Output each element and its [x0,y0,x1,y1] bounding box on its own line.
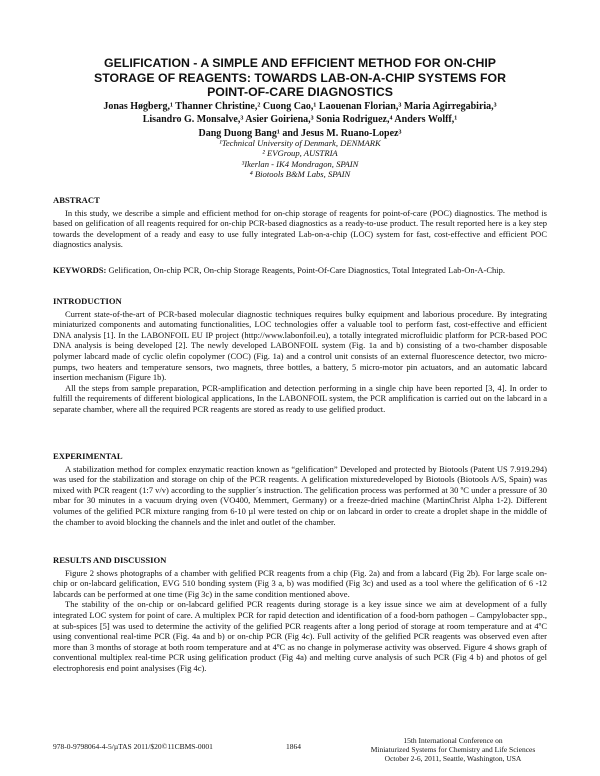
experimental-heading: EXPERIMENTAL [53,451,123,461]
introduction-section [53,296,547,415]
keywords-section [53,265,547,276]
affiliation: ⁴ Biotools B&M Labs, SPAIN [249,169,351,180]
affiliation: ¹Technical University of Denmark, DENMARK [219,138,381,148]
conference-line: 15th International Conference on [403,736,503,745]
paper-title [40,56,560,100]
title-line: POINT-OF-CARE DIAGNOSTICS [207,85,393,99]
introduction-paragraph: Current state-of-the-art of PCR-based molecular diagnostic techniques requires bulky equipment and laborious procedure. By integrating miniaturized components and automating functionalities, LOC technologies offer a valuable tool to perform fast, cost-effective and efficient DNA analysis [1]. In the LABONFOIL EU IP project (http://www.labonfoil.eu), a totally integrated microfluidic platform for PCR-based POC DNA analysis is being developed [2]. The newly developed LABONFOIL system (Fig. 1a and b) consisting of a two-chamber disposable polymer labcard made of cyclic olefin copolymer (COC) (Fig. 1a) and a control unit consists of an external fluorescence detector, two micro-pumps, two heaters and temperature sensors, two magnets, three bottles, a battery, 5 micro-motor pin actuators, and an automatic labcard insertion mechanism (Figure 1b). [53,308,547,383]
results-paragraph: Figure 2 shows photographs of a chamber with gelified PCR reagents from a chip (Fig. 2a) and from a labcard (Fig 2b). For large scale on-chip or on-labcard gelification, EVG 510 bonding system (Fig 3 a, b) was modified (Fig 3c) and used as a tool where the gelification of 6 -12 labcards can be performed at one time (Fig 3c) in the same condition mentioned above. [53,567,547,599]
author-list [40,100,560,140]
affiliation: ³Ikerlan - IK4 Mondragon, SPAIN [241,158,359,169]
conference-info [358,736,548,763]
author-line: Jonas Høgberg,¹ Thanner Christine,² Cuong Cao,¹ Laouenan Florian,³ Maria Agirregabiria,³ [103,101,497,112]
footer-isbn: 978-0-9798064-4-5/µTAS 2011/$20©11CBMS-0001 [53,742,213,751]
author-line: Lisandro G. Monsalve,³ Asier Goiriena,³ Sonia Rodriguez,⁴ Anders Wolff,¹ [142,114,458,126]
page-number: 1864 [286,742,301,751]
keywords-text: Gelification, On-chip PCR, On-chip Storage Reagents, Point-Of-Care Diagnostics, Total Integrated Lab-On-A-Chip. [106,265,506,275]
affiliation: ² EVGroup, AUSTRIA [262,148,338,159]
title-line: GELIFICATION - A SIMPLE AND EFFICIENT METHOD FOR ON-CHIP [104,56,496,70]
results-paragraph: The stability of the on-chip or on-labcard gelified PCR reagents during storage is a key issue since we aim at development of a fully integrated LOC system for point of care. A multiplex PCR for rapid detection and identification of a food-born pathogen – Campylobacter spp., at sub-spices [5] was used to determine the activity of the gelified PCR reagents after a long period of storage at room temperature and at 4ºC using conventional real-time PCR (Fig. 4a and b) or on-chip PCR (Fig 4c). Full activity of the gelified PCR reagents was observed even after more than 3 months of storage at both room temperature and at 4ºC as no change in polymerase activity was observed. Figure 4 shows graph of conventional multiplex real-time PCR using gelification product (Fig 4a) and melting curve analysis of such PCR (Fig 4 b) and photos of gel electrophoresis end point analysises (Fig 4c). [53,599,547,673]
title-line: STORAGE OF REAGENTS: TOWARDS LAB-ON-A-CHIP SYSTEMS FOR [94,70,506,85]
conference-line: October 2-6, 2011, Seattle, Washington, USA [384,754,522,763]
experimental-section [53,451,547,527]
results-heading: RESULTS AND DISCUSSION [53,555,167,565]
introduction-heading: INTRODUCTION [53,296,122,306]
affiliation-list [40,138,560,180]
abstract-text: In this study, we describe a simple and efficient method for on-chip storage of reagents for point-of-care (POC) diagnostics. The method is based on gelification of all reagents required for on-chip PCR-based diagnostics as a ready-to-use product. The result reported here is a key step towards the development of a ready and easy to use fully integrated Lab-on-a-chip (LOC) system for fast, cost-effective and efficient POC diagnostics analysis. [53,207,547,250]
keywords-line [53,265,547,276]
author-line: Dang Duong Bang¹ and Jesus M. Ruano-Lopez³ [198,127,402,139]
introduction-paragraph: All the steps from sample preparation, PCR-amplification and detection performing in a single chip have been reported [3, 4]. In order to fulfill the requirements of different biological applications, In the LABONFOIL system, the PCR amplification is carried out on the labcard in a separate chamber, where all the required PCR reagents are stored as ready to use gelified product. [53,382,547,414]
conference-line: Miniaturized Systems for Chemistry and Life Sciences [370,745,536,754]
results-section [53,555,547,674]
abstract-section [53,195,547,250]
keywords-label: KEYWORDS: [53,265,107,275]
experimental-paragraph: A stabilization method for complex enzymatic reaction known as “gelification” Developed and protected by Biotools (Patent US 7.919.294) was used for the stabilization and storage on chip of the PCR reagents. A gelification mixturedeveloped by Biotools (Biotools A/S, Spain) was mixed with PCR reagent (1:7 v/v) according to the supplier´s instruction. The gelification process was performed at 30 ºC under a pressure of 30 mbar for 30 minutes in a vacuum drying oven (VO400, Memmert, Germany) or a freeze-dried machine (MartinChrist Alpha 1-2). Different volumes of the gelified PCR mixture ranging from 6-10 µl were tested on chip or on labcard in order to create a droplet shape in the middle of the chamber to avoid blocking the channels and the inlet and outlet of the chamber. [53,463,547,527]
abstract-heading: ABSTRACT [53,195,100,205]
